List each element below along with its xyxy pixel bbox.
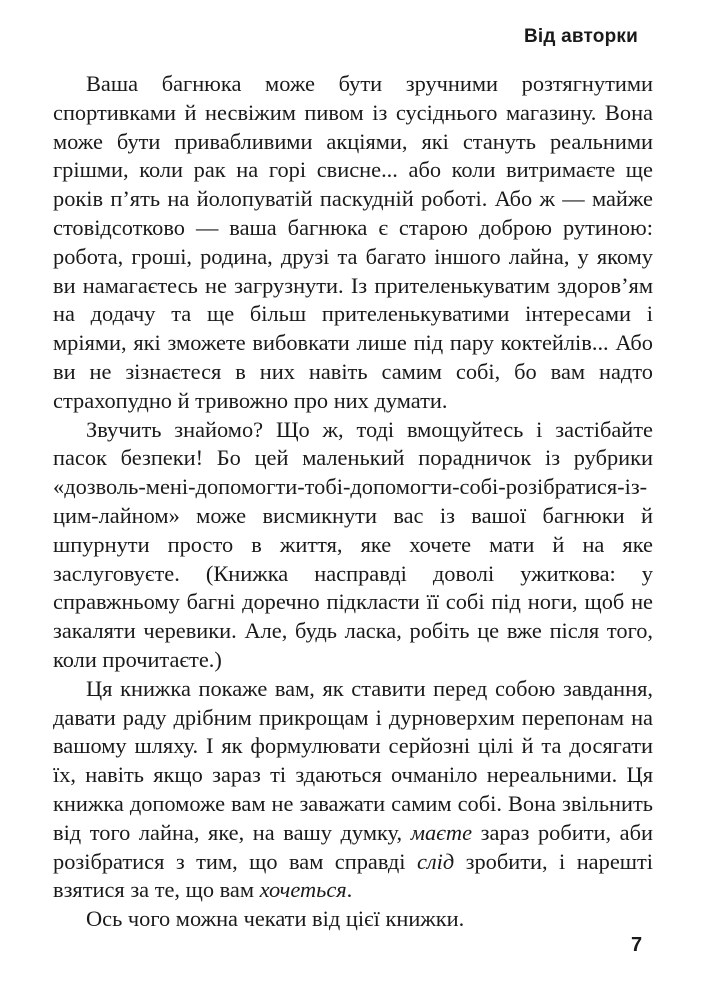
paragraph: Звучить знайомо? Що ж, тоді вмощуйтесь і застібайте пасок безпеки! Бо цей маленький порадничок із рубрики «дозволь-мені-допомогти-тобі-допомогти-собі-розібратися-із-цим-лайном» може висмикнути вас із вашої багнюки й шпурнути просто в життя, яке хочете мати й на яке заслуговуєте. (Книжка насправді доволі ужиткова: у справжньому багні доречно підкласти її собі під ноги, щоб не закаляти черевики. Але, будь ласка, робіть це вже після того, коли прочитаєте.) — [53, 416, 653, 672]
running-head: Від авторки — [524, 26, 638, 47]
paragraph — [53, 675, 653, 905]
page-number: 7 — [631, 934, 643, 956]
paragraph-text: зараз робити, аби розібратися з тим, що вам справді — [53, 819, 653, 874]
paragraph-text: зробити, і нарешті взятися за те, що вам — [53, 848, 654, 903]
paragraph: Ось чого можна чекати від цієї книжки. — [86, 906, 465, 932]
paragraph: Ваша багнюка може бути зручними розтягнутими спортивками й несвіжим пивом із сусіднього магазину. Вона може бути привабливими акціями, які стануть реальними грішми, коли рак на горі свисне... або коли витримаєте ще років п’ять на йолопуватій паскудній роботі. Або ж — майже стовідсотково — ваша багнюка є старою доброю рутиною: робота, гроші, родина, друзі та багато іншого лайна, у якому ви намагаєтесь не загрузнути. Із прителенькуватим здоров’ям на додачу та ще більш прителенькуватими інтересами і мріями, які зможете вибовкати лише під пару коктейлів... Або ви не зізнаєтеся в них навіть самим собі, бо вам надто страхопудно й тривожно про них думати. — [53, 71, 653, 413]
paragraph-text: . — [346, 877, 353, 903]
emphasis-text: хочеться — [259, 877, 347, 903]
paragraph-text: Ця книжка покаже вам, як ставити перед собою завдання, давати раду дрібним прикрощам і дурноверхим перепонам на вашому шляху. І як формулювати серйозні цілі й та досягати їх, навіть якщо зараз ті здаються очманіло нереальними. Ця книжка допоможе вам не заважати самим собі. Вона звільнить від того лайна, яке, на вашу думку, — [53, 675, 653, 845]
body-text — [53, 70, 653, 934]
emphasis-text: слід — [416, 848, 455, 874]
emphasis-text: маєте — [410, 819, 473, 845]
